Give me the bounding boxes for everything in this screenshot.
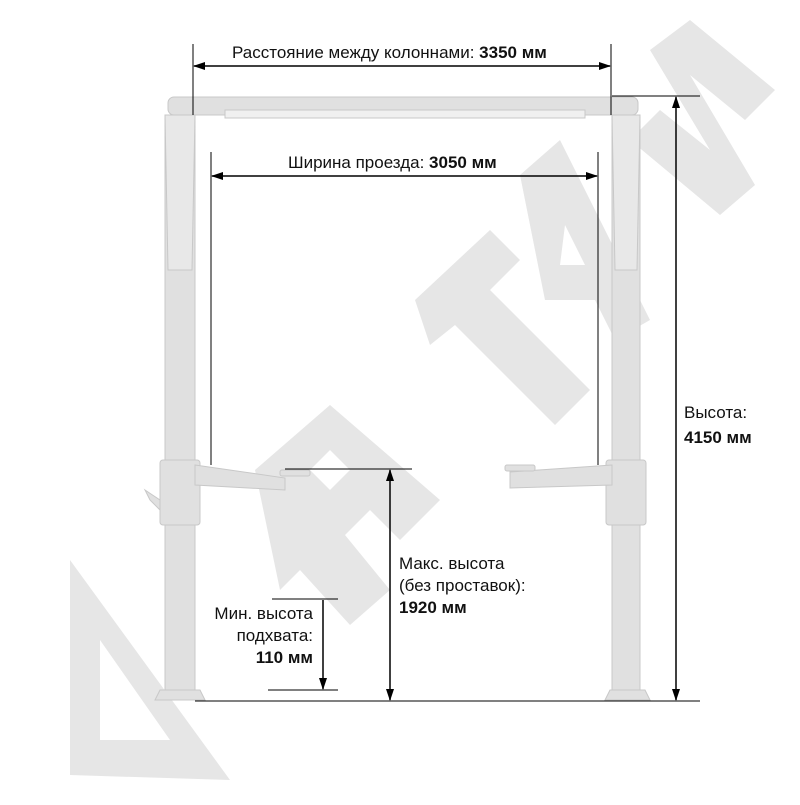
- drive-width-caption: Ширина проезда:: [288, 153, 430, 172]
- max-height-caption-line2: (без проставок):: [399, 576, 526, 595]
- right-column-upper: [612, 115, 640, 270]
- right-lift-pad: [505, 465, 535, 471]
- height-label: [684, 402, 752, 449]
- drive-width-value: 3050 мм: [429, 153, 497, 172]
- max-height-value: 1920 мм: [399, 598, 467, 617]
- top-crossbeam-rail: [225, 110, 585, 118]
- min-pickup-height-label: [200, 603, 313, 669]
- column-distance-caption: Расстояние между колоннами:: [232, 43, 480, 62]
- height-caption: Высота:: [684, 403, 748, 422]
- height-value: 4150 мм: [684, 428, 752, 447]
- left-handle: [145, 490, 160, 510]
- drive-width-label: [288, 152, 497, 174]
- max-height-label: [399, 553, 526, 619]
- watermark-letter-t: [415, 230, 590, 425]
- column-distance-label: [232, 42, 547, 64]
- left-lift-pad: [280, 470, 310, 476]
- min-height-caption-line2: подхвата:: [236, 626, 313, 645]
- min-height-caption-line1: Мин. высота: [214, 604, 313, 623]
- left-column-upper: [165, 115, 195, 270]
- min-height-value: 110 мм: [255, 648, 313, 667]
- column-distance-value: 3350 мм: [479, 43, 547, 62]
- max-height-caption-line1: Макс. высота: [399, 554, 505, 573]
- watermark-letter-a-1: [70, 560, 230, 780]
- left-column-base: [155, 690, 205, 700]
- left-carriage: [160, 460, 200, 525]
- right-column-base: [605, 690, 650, 700]
- watermark-letter-z: [630, 20, 775, 215]
